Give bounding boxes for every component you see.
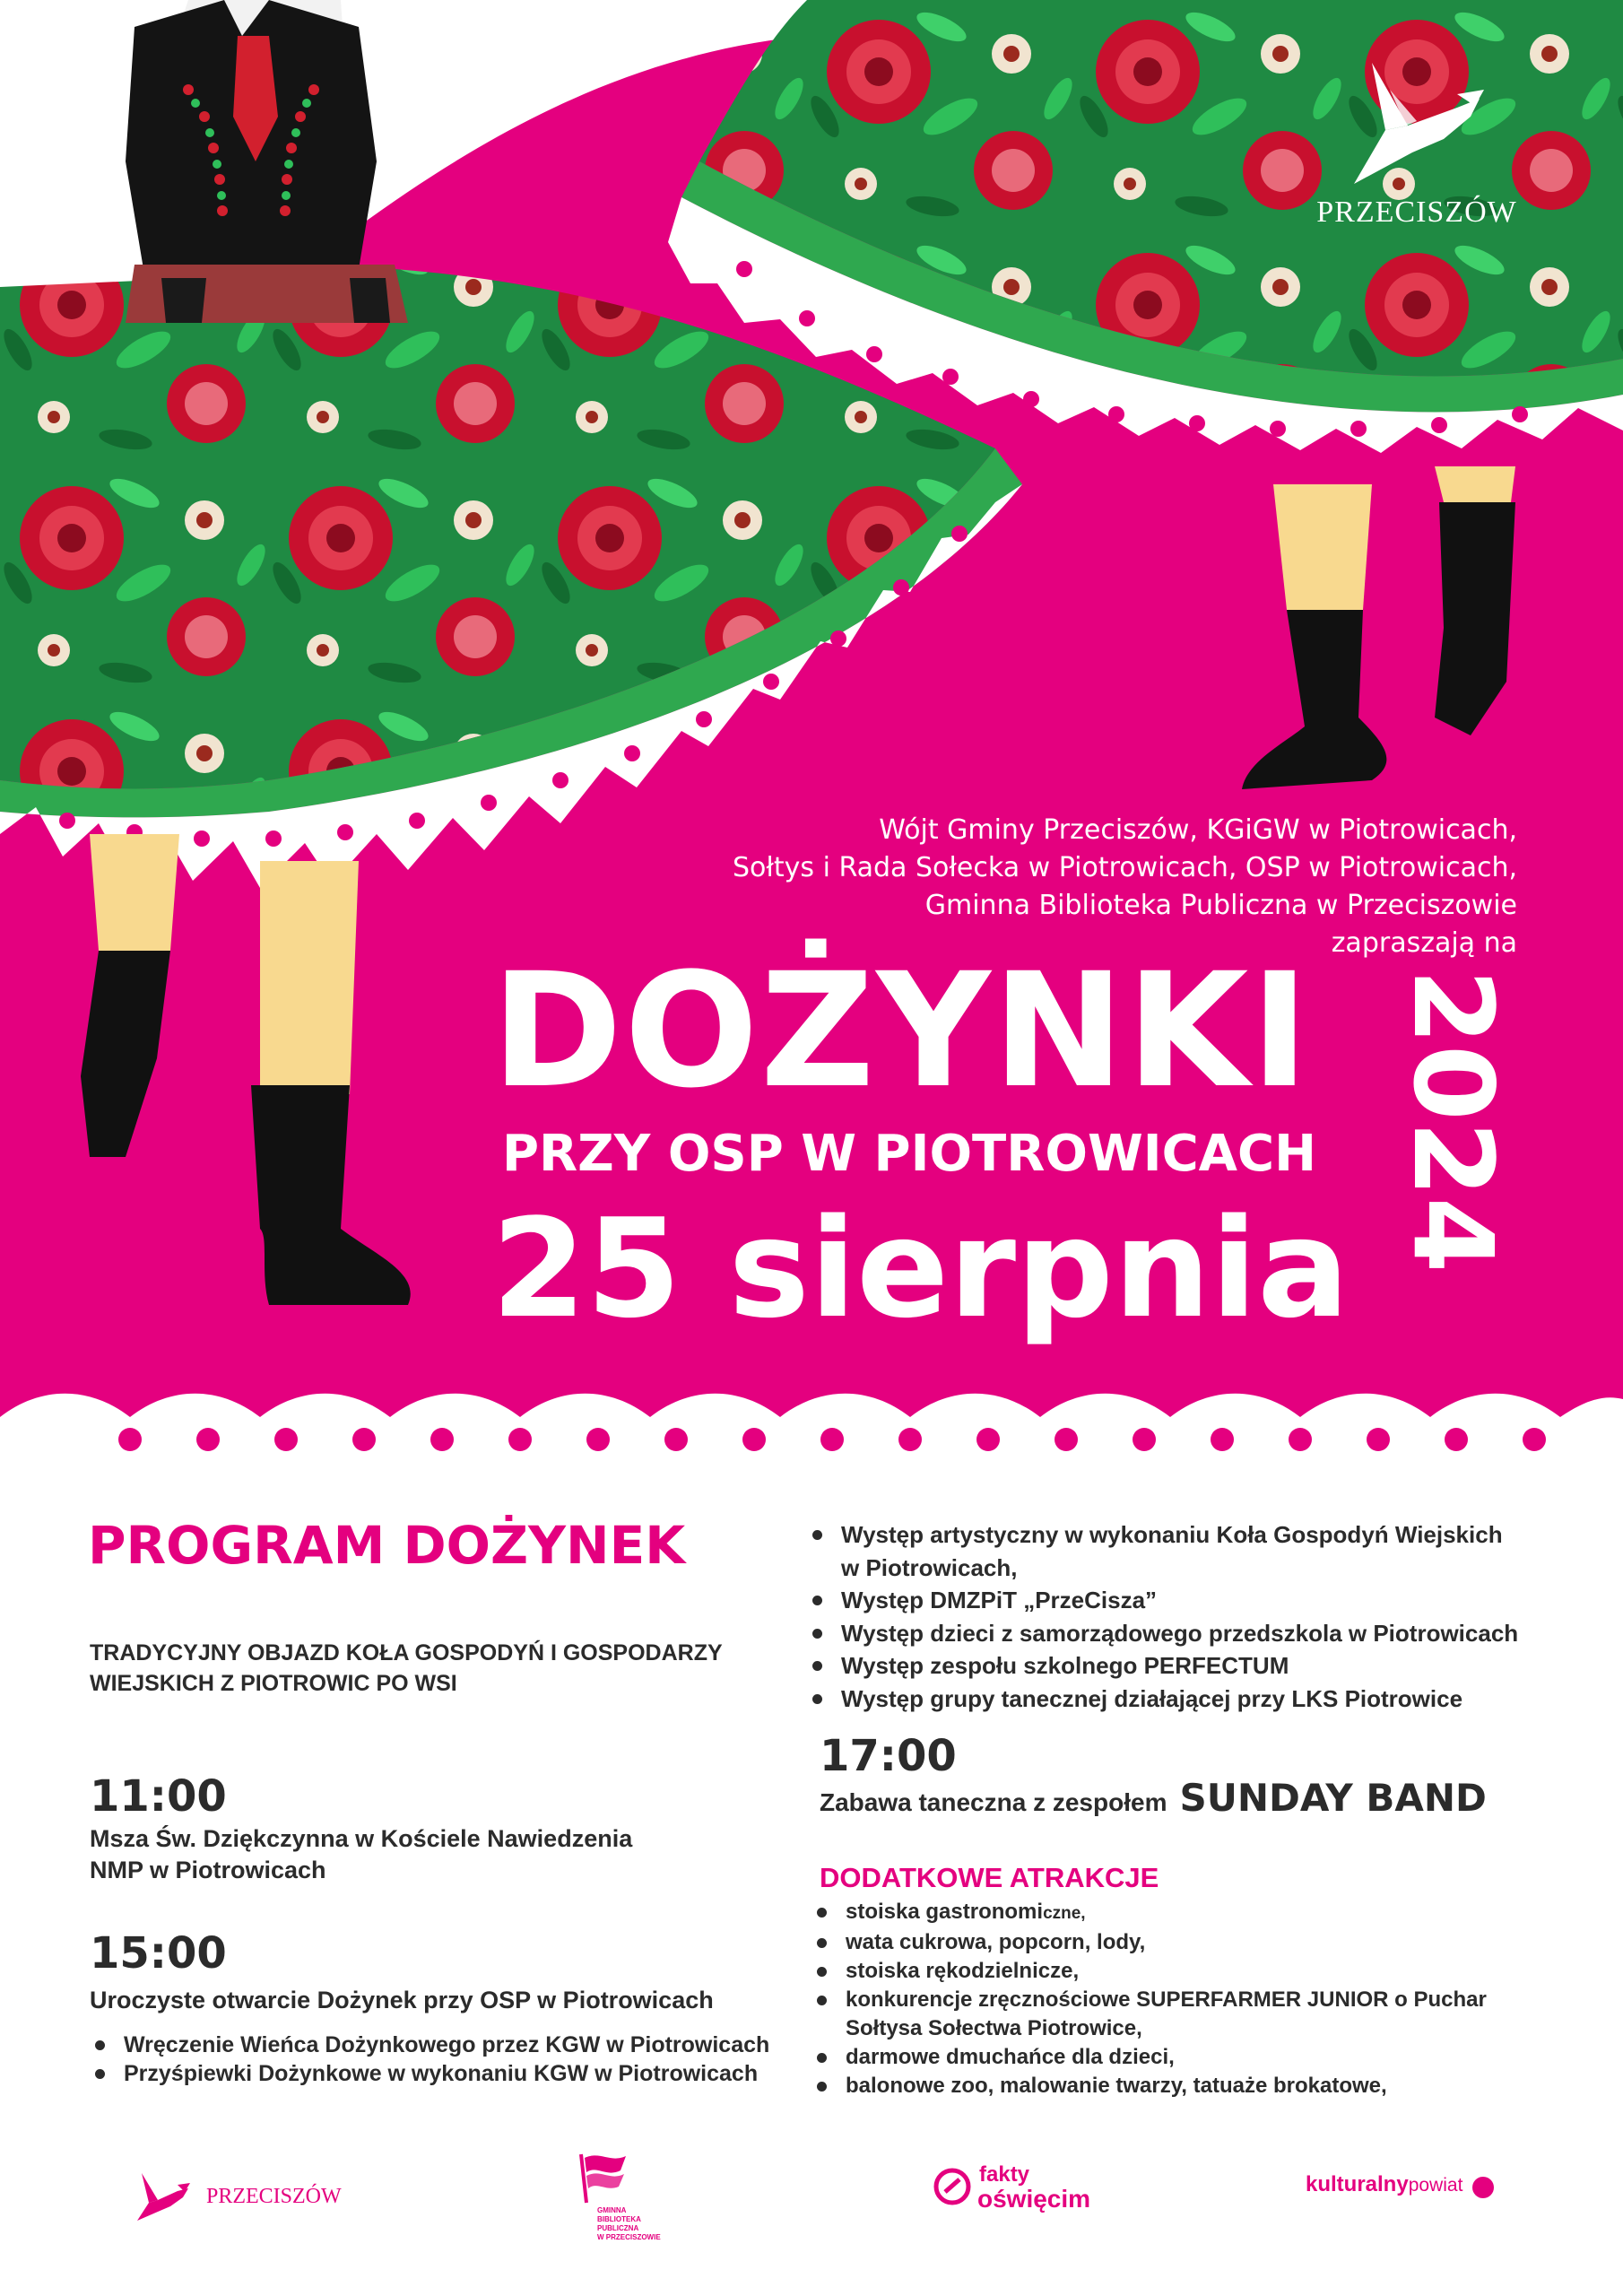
footer-przeciszow-logo (133, 2169, 366, 2222)
list-item: Wręczenie Wieńca Dożynkowego przez KGW w Piotrowicach (90, 2031, 789, 2059)
footer-library-name (597, 2206, 661, 2242)
list-item: Występ grupy tanecznej działającej przy LKS Piotrowice (807, 1683, 1578, 1716)
bird-logo-icon (1300, 54, 1533, 188)
fakty-top: fakty (979, 2162, 1030, 2187)
event-description-line: Msza Św. Dziękczynna w Kościele Nawiedzenia (90, 1825, 633, 1852)
event-description (90, 1823, 771, 1886)
list-item: Występ DMZPiT „PrzeCisza” (807, 1584, 1578, 1617)
performances-list (807, 1518, 1578, 1715)
extras-list (812, 1898, 1583, 2100)
footer-fakty-logo (933, 2163, 1112, 2226)
list-item: darmowe dmuchańce dla dzieci, (812, 2043, 1583, 2072)
extras-text: stoiska gastronomi (846, 1900, 1044, 1924)
program-objazd: TRADYCYJNY OBJAZD KOŁA GOSPODYŃ I GOSPODARZY WIEJSKICH Z PIOTROWIC PO WSI (90, 1640, 723, 1696)
event-time: 15:00 (90, 1928, 227, 1979)
list-item: stoiska rękodzielnicze, (812, 1957, 1583, 1986)
invite-line: Sołtys i Rada Sołecka w Piotrowicach, OSP w Piotrowicach, (732, 852, 1517, 883)
list-item-continuation: Sołtysa Sołectwa Piotrowice, (846, 2016, 1142, 2040)
fakty-badge-icon (933, 2167, 972, 2206)
list-item: Występ artystyczny w wykonaniu Koła Gospodyń Wiejskich (807, 1518, 1578, 1552)
library-line: BIBLIOTEKA (597, 2215, 641, 2223)
extras-title: DODATKOWE ATRAKCJE (820, 1862, 1159, 1893)
book-flag-icon (574, 2151, 628, 2205)
przeciszow-logo (1300, 54, 1533, 242)
list-item: balonowe zoo, malowanie twarzy, tatuaże brokatowe, (812, 2072, 1583, 2100)
program-title: PROGRAM DOŻYNEK (88, 1515, 686, 1576)
list-item: Przyśpiewki Dożynkowe w wykonaniu KGW w Piotrowicach (90, 2059, 789, 2088)
library-line: W PRZECISZOWIE (597, 2233, 661, 2241)
opening-list (90, 2031, 789, 2088)
footer-przeciszow-name: PRZECISZÓW (206, 2185, 342, 2208)
evening-time: 17:00 (820, 1731, 957, 1781)
invite-line: Gminna Biblioteka Publiczna w Przeciszowie (924, 890, 1517, 921)
list-item: wata cukrowa, popcorn, lody, (812, 1928, 1583, 1957)
powiat-text: powiat (1408, 2175, 1463, 2196)
list-item: Występ zespołu szkolnego PERFECTUM (807, 1649, 1578, 1683)
bird-logo-icon (133, 2169, 195, 2222)
footer-kulturalny-logo (1306, 2172, 1530, 2208)
invite-line: Wójt Gminy Przeciszów, KGiGW w Piotrowicach, (879, 814, 1517, 846)
event-description-line: Uroczyste otwarcie Dożynek przy OSP w Piotrowicach (90, 1987, 714, 2013)
evening-description (820, 1771, 1487, 1830)
band-name: SUNDAY BAND (1179, 1776, 1487, 1820)
event-description (90, 1985, 771, 2016)
list-item: konkurencje zręcznościowe SUPERFARMER JUNIOR o Puchar (812, 1986, 1583, 2014)
list-item (812, 1898, 1583, 1928)
logo-name: PRZECISZÓW (1316, 196, 1517, 229)
extras-text: czne, (1043, 1904, 1086, 1923)
library-line: GMINNA (597, 2206, 627, 2214)
fakty-bottom: oświęcim (977, 2185, 1091, 2213)
footer-library-logo (574, 2151, 690, 2276)
library-line: PUBLICZNA (597, 2224, 639, 2232)
event-time: 11:00 (90, 1771, 227, 1822)
event-subtitle: PRZY OSP W PIOTROWICACH (502, 1125, 1316, 1183)
event-year: 2024 (1389, 969, 1516, 1274)
event-date: 25 sierpnia (491, 1189, 1350, 1348)
list-item-continuation: w Piotrowicach, (841, 1553, 1018, 1581)
list-item: Występ dzieci z samorządowego przedszkola w Piotrowicach (807, 1617, 1578, 1650)
invite-line: zapraszają na (1331, 927, 1517, 959)
event-title: DOŻYNKI (491, 939, 1311, 1123)
kulturalny-text: kulturalny (1306, 2172, 1409, 2196)
event-description-line: NMP w Piotrowicach (90, 1857, 326, 1883)
evening-desc-text: Zabawa taneczna z zespołem (820, 1788, 1167, 1816)
dot-icon (1472, 2177, 1494, 2198)
